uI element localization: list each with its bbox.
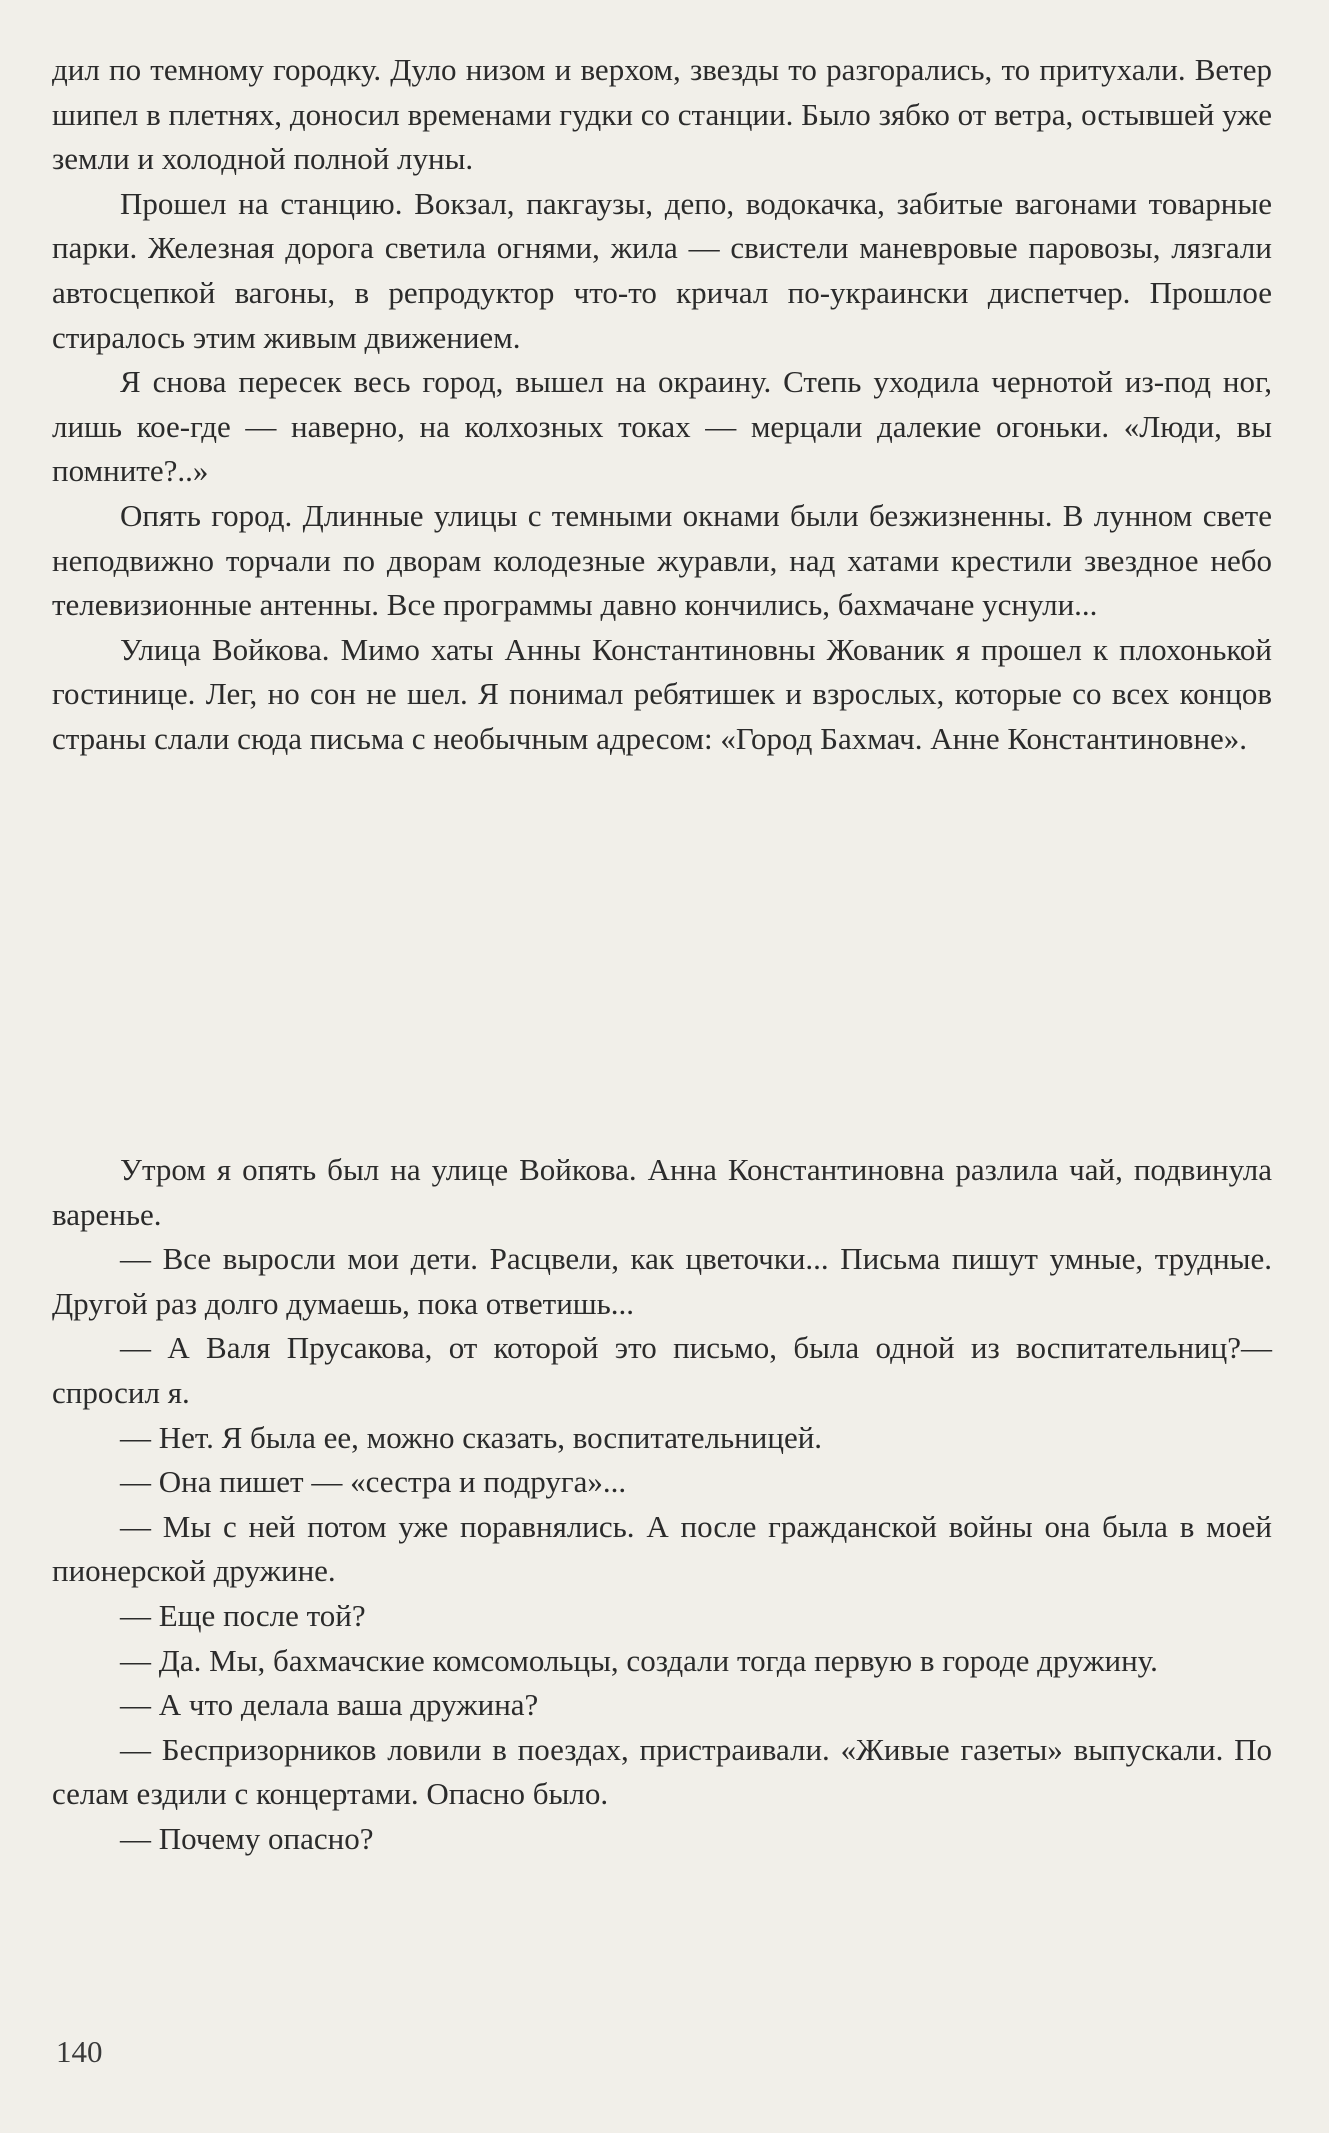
dialogue-line: — Нет. Я была ее, можно сказать, воспитательницей.: [120, 1419, 823, 1455]
dialogue-line: — Она пишет — «сестра и подруга»...: [120, 1464, 627, 1500]
paragraph: Я снова пересек весь город, вышел на окраину. Степь уходила чернотой из-под ног, лишь кое-где — наверно, на колхозных токах — мерцали далекие огоньки. «Люди, вы помните?..»: [52, 364, 1272, 489]
paragraph-continued: дил по темному городку. Дуло низом и верхом, звезды то разгорались, то притухали. Ветер шипел в плетнях, доносил временами гудки со станции. Было зябко от ветра, остывшей уже земли и холодной полной луны.: [52, 52, 1272, 177]
text-section-bottom: [52, 1148, 1272, 1862]
dialogue-line: — А Валя Прусакова, от которой это письмо, была одной из воспитательниц?— спросил я.: [52, 1330, 1272, 1410]
dialogue-line: — Беспризорников ловили в поездах, пристраивали. «Живые газеты» выпускали. По селам ездили с концертами. Опасно было.: [52, 1731, 1272, 1812]
paragraph: Прошел на станцию. Вокзал, пакгаузы, депо, водокачка, забитые вагонами товарные парки. Железная дорога светила огнями, жила — свистели маневровые паровозы, лязгали автосцепкой вагоны, в репродуктор что-то кричал по-украински диспетчер. Прошлое стиралось этим живым движением.: [52, 185, 1272, 355]
dialogue-line: — А что делала ваша дружина?: [120, 1687, 539, 1723]
text-section-top: [52, 48, 1272, 762]
paragraph: Утром я опять был на улице Войкова. Анна Константиновна разлила чай, подвинула варенье.: [52, 1152, 1272, 1232]
dialogue-line: — Еще после той?: [120, 1597, 366, 1633]
dialogue-line: — Почему опасно?: [120, 1820, 374, 1856]
paragraph: Улица Войкова. Мимо хаты Анны Константиновны Жованик я прошел к плохонькой гостинице. Лег, но сон не шел. Я понимал ребятишек и взрослых, которые со всех концов страны слали сюда письма с необычным адресом: «Город Бахмач. Анне Константиновне».: [52, 631, 1272, 756]
paragraph: Опять город. Длинные улицы с темными окнами были безжизненны. В лунном свете неподвижно торчали по дворам колодезные журавли, над хатами крестили звездное небо телевизионные антенны. Все программы давно кончились, бахмачане уснули...: [52, 497, 1272, 623]
page-number: 140: [56, 2034, 103, 2069]
dialogue-line: — Все выросли мои дети. Расцвели, как цветочки... Письма пишут умные, трудные. Другой раз долго думаешь, пока ответишь...: [52, 1241, 1272, 1321]
dialogue-line: — Да. Мы, бахмачские комсомольцы, создали тогда первую в городе дружину.: [120, 1642, 1158, 1678]
dialogue-line: — Мы с ней потом уже поравнялись. А после гражданской войны она была в моей пионерской дружине.: [52, 1508, 1272, 1589]
